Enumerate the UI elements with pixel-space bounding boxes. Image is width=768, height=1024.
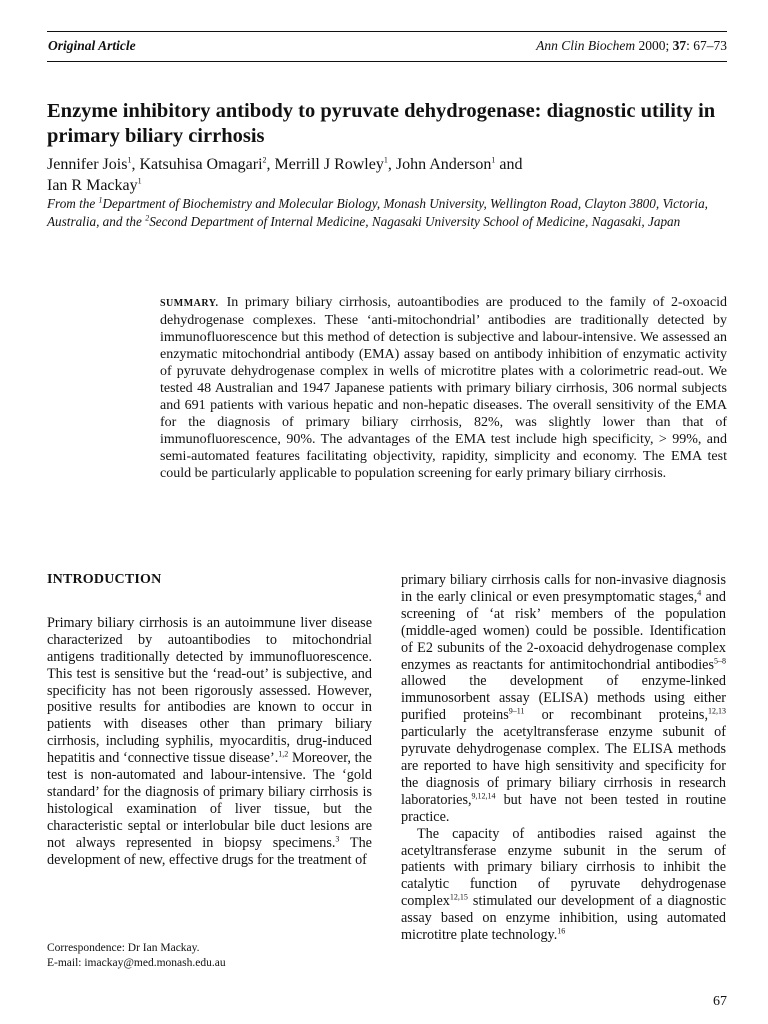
author-affil-sup: 1 (137, 176, 142, 186)
text-run: Primary biliary cirrhosis is an autoimmune liver disease characterized by autoantibodies to mitochondrial antigens traditionally detected by immunofluorescence. This test is sensitive but the ‘read-out’ is subjective, and specificity has not been rigorously assessed. However, positive results for antibodies are known to occur in patients with diseases other than primary biliary cirrhosis, including syphilis, myocarditis, drug-induced hepatitis and ‘connective tissue disease’. (47, 614, 372, 767)
affiliation-prefix: From the (47, 196, 99, 211)
text-run: The capacity of antibodies raised against the acetyltransferase enzyme subunit in the serum of patients with primary biliary cirrhosis to inhibit the catalytic function of pyruvate dehydrogenase complex (401, 825, 726, 910)
citation-sup: 9–11 (508, 706, 525, 716)
citation-sup: 4 (697, 588, 702, 598)
citation-sup: 16 (557, 926, 566, 936)
affiliation-2: Second Department of Internal Medicine, Nagasaki University School of Medicine, Nagasaki, Japan (149, 213, 681, 229)
citation-sup: 12,15 (449, 892, 468, 902)
intro-paragraph-3 (401, 826, 726, 944)
correspondence-footnote (47, 941, 377, 971)
article-title: Enzyme inhibitory antibody to pyruvate dehydrogenase: diagnostic utility in primary biliary cirrhosis (47, 100, 716, 147)
section-label: Original Article (48, 38, 136, 53)
author-name: Merrill J Rowley (274, 156, 384, 173)
header-rule (47, 61, 727, 62)
summary-label: SUMMARY. (160, 298, 219, 309)
citation-sup: 1,2 (278, 749, 289, 759)
text-run: Moreover, the test is non-automated and labour-intensive. The ‘gold standard’ for the diagnosis of primary biliary cirrhosis is histological examination of liver tissue, but the characteristic septal or interlobular bile duct lesions are not always represented in biopsy specimens. (47, 750, 372, 851)
intro-paragraph-2 (401, 572, 726, 826)
top-rule (47, 31, 727, 32)
journal-volume: 37 (672, 38, 687, 53)
summary-abstract (160, 294, 727, 482)
author-affil-sup: 2 (262, 155, 267, 165)
column-right (401, 572, 726, 944)
text-run: allowed the development of enzyme-linked immunosorbent assay (ELISA) methods using either purified proteins (401, 673, 726, 724)
text-run: or recombinant proteins, (524, 707, 708, 724)
citation-sup: 12,13 (708, 706, 726, 716)
correspondence-name: Correspondence: Dr Ian Mackay. (47, 942, 200, 954)
correspondence-email[interactable]: E-mail: imackay@med.monash.edu.au (47, 957, 226, 969)
text-run: primary biliary cirrhosis calls for non-invasive diagnosis in the early clinical or even presymptomatic stages, (401, 572, 726, 605)
journal-pages: : 67–73 (686, 38, 727, 53)
intro-paragraph-1 (47, 615, 372, 869)
author-affil-sup: 1 (127, 155, 132, 165)
text-run: but have not been tested in routine practice. (401, 791, 726, 825)
affil-sup: 1 (98, 195, 103, 205)
introduction-heading: INTRODUCTION (47, 572, 162, 587)
summary-text: In primary biliary cirrhosis, autoantibodies are produced to the family of 2-oxoacid dehydrogenase complexes. These ‘anti-mitochondrial’ antibodies are traditionally detected by immunofluorescence but this method of detection is subjective and labour-intensive. We assessed an enzymatic mitochondrial antibody (EMA) assay based on antibody inhibition of enzymatic activity of pyruvate dehydrogenase complex in wells of microtitre plates with a colorimetric read-out. We tested 48 Australian and 1947 Japanese patients with primary biliary cirrhosis, 306 normal subjects and 691 patients with various hepatic and non-hepatic diseases. The overall sensitivity of the EMA for the diagnosis of primary biliary cirrhosis, 82%, was slightly lower than that of immunofluorescence, 90%. The advantages of the EMA test include high specificity, > 99%, and semi-automated features facilitating objectivity, rapidity, simplicity and economy. The EMA test could be particularly applicable to population screening for early primary biliary cirrhosis. (160, 295, 727, 481)
affiliation-1: Department of Biochemistry and Molecular Biology, Monash University, Wellington Road, Clayton 3800, Victoria, Australia, and the (47, 196, 708, 229)
journal-year: 2000; (638, 38, 670, 53)
author-name: Ian R Mackay (47, 177, 138, 194)
column-left (47, 572, 372, 869)
author-name: Katsuhisa Omagari (139, 156, 263, 173)
affiliations (47, 195, 732, 230)
journal-citation (536, 38, 727, 54)
citation-sup: 5–8 (714, 655, 726, 665)
author-name: John Anderson (395, 156, 492, 173)
text-run: The development of new, effective drugs for the treatment of (47, 834, 372, 868)
journal-name: Ann Clin Biochem (536, 38, 636, 53)
affil-sup: 2 (145, 213, 150, 223)
page-number: 67 (713, 994, 727, 1009)
citation-sup: 3 (335, 833, 340, 843)
author-affil-sup: 1 (491, 155, 496, 165)
text-run: and screening of ‘at risk’ members of the population (middle-aged women) could be possible. Identification of E2 subunits of the 2-oxoacid dehydrogenase complex enzymes as reactants for antimitochondrial antibodies (401, 588, 726, 673)
text-run: stimulated our development of a diagnostic assay based on enzyme inhibition, using automated microtitre plate technology. (401, 893, 726, 944)
author-affil-sup: 1 (383, 155, 388, 165)
author-name: Jennifer Jois (47, 156, 128, 173)
citation-sup: 9,12,14 (471, 791, 496, 801)
text-run: particularly the acetyltransferase enzyme subunit of pyruvate dehydrogenase complex. The ELISA methods are reported to have high sensitivity and specificity for the diagnosis of primary biliary cirrhosis in research laboratories, (401, 724, 726, 808)
author-list: Jennifer Jois$^1$, Katsuhisa Omagari$^2$, Merrill J Rowley$^1$, John Anderson$^1$ and Ian R Mackay$^1$ (47, 155, 523, 194)
